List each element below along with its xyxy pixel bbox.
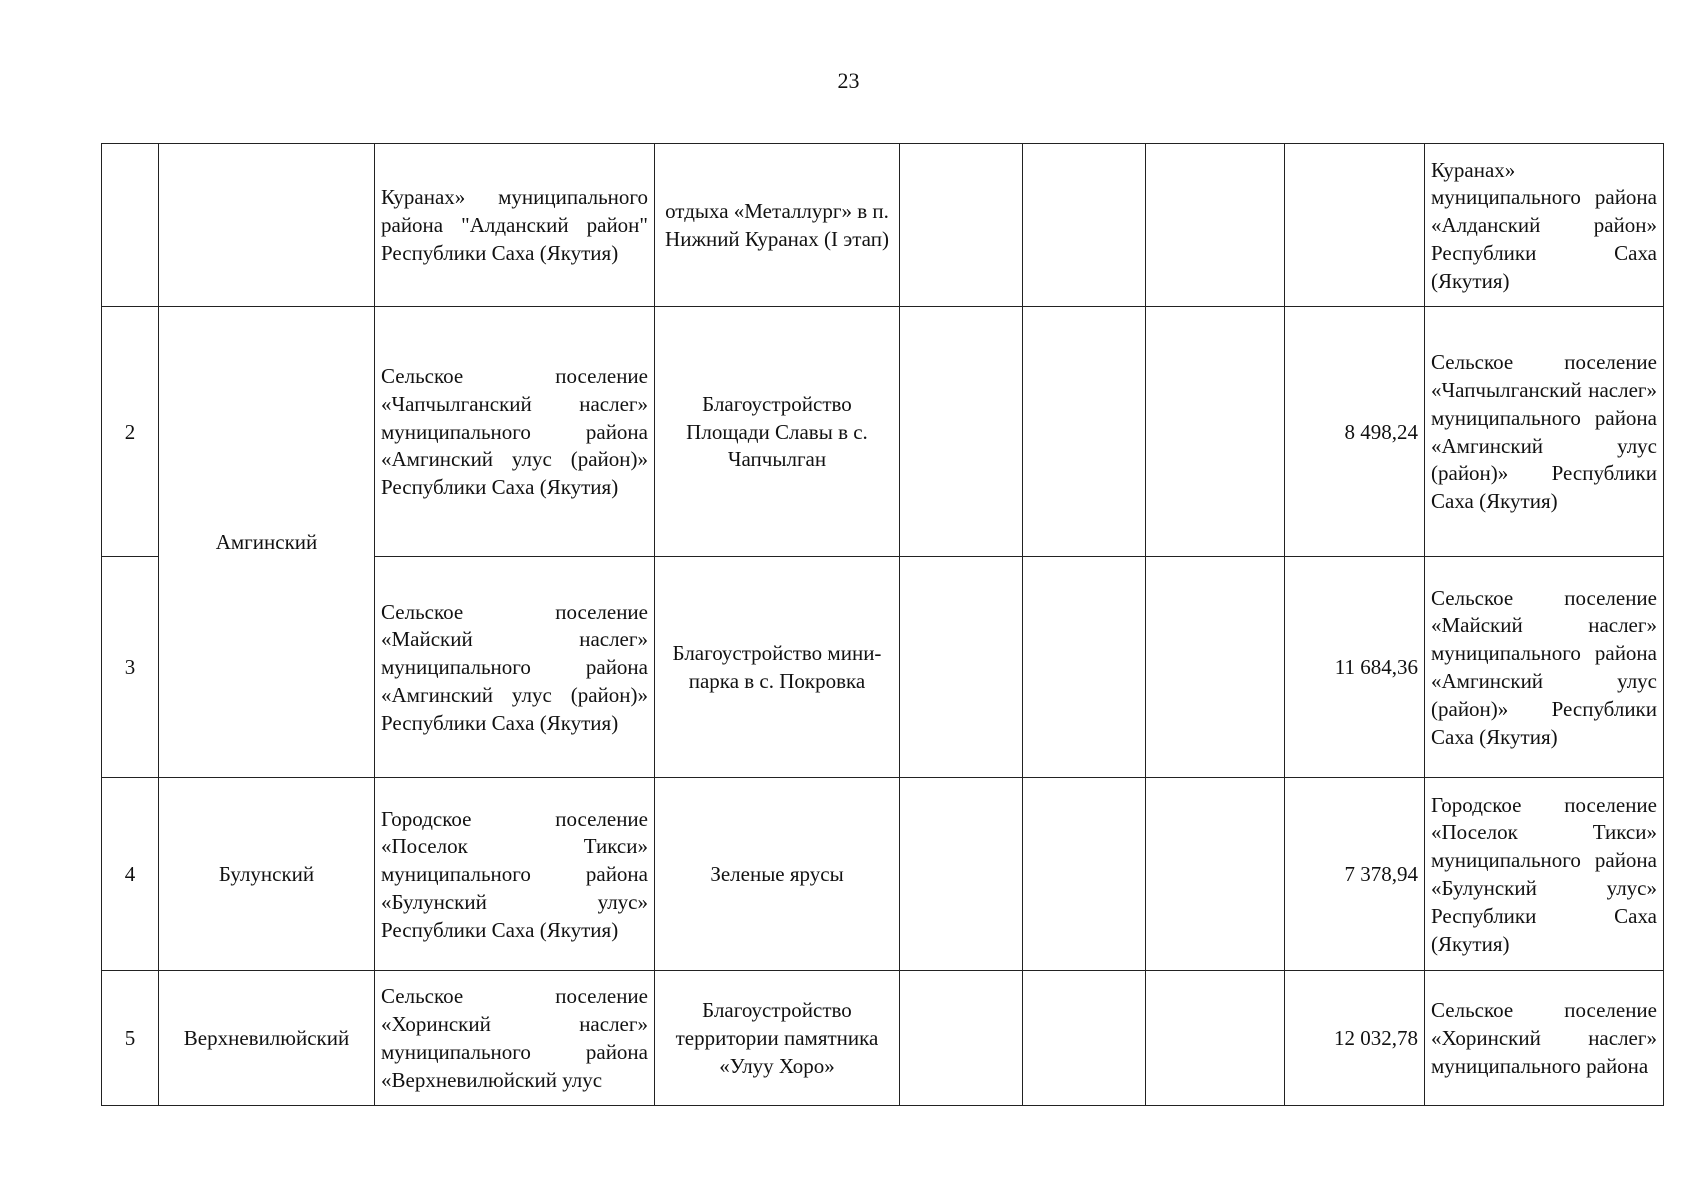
empty-cell — [1023, 144, 1146, 307]
empty-cell — [1146, 144, 1285, 307]
empty-cell — [1146, 307, 1285, 557]
district-cell: Булунский — [159, 778, 375, 971]
recipient-cell: Сельское поселение «Чапчылганский наслег» муниципального района «Амгинский улус (район)» Республики Саха (Якутия) — [375, 307, 655, 557]
object-cell: Зеленые ярусы — [655, 778, 900, 971]
page-number: 23 — [837, 68, 860, 93]
empty-cell — [900, 557, 1023, 778]
amount-cell: 11 684,36 — [1285, 557, 1425, 778]
object-cell: Благоустройство территории памятника «Улуу Хоро» — [655, 971, 900, 1106]
amount-cell: 8 498,24 — [1285, 307, 1425, 557]
recipient-cell: Куранах» муниципального района "Алданский район" Республики Саха (Якутия) — [375, 144, 655, 307]
amount-cell: 7 378,94 — [1285, 778, 1425, 971]
recipient-cell: Городское поселение «Поселок Тикси» муниципального района «Булунский улус» Республики Саха (Якутия) — [375, 778, 655, 971]
grantee-cell: Сельское поселение «Хоринский наслег» муниципального района — [1425, 971, 1664, 1106]
empty-cell — [900, 778, 1023, 971]
empty-cell — [1146, 557, 1285, 778]
district-cell — [159, 144, 375, 307]
row-number: 4 — [102, 778, 159, 971]
object-cell: Благоустройство Площади Славы в с. Чапчылган — [655, 307, 900, 557]
amount-cell: 12 032,78 — [1285, 971, 1425, 1106]
table-row — [102, 778, 1664, 971]
table-row — [102, 307, 1664, 557]
row-number — [102, 144, 159, 307]
district-cell: Верхневилюйский — [159, 971, 375, 1106]
empty-cell — [1146, 778, 1285, 971]
grantee-cell: Сельское поселение «Чапчылганский наслег» муниципального района «Амгинский улус (район)» Республики Саха (Якутия) — [1425, 307, 1664, 557]
district-cell: Амгинский — [159, 307, 375, 778]
table-row — [102, 144, 1664, 307]
grantee-cell: Сельское поселение «Майский наслег» муниципального района «Амгинский улус (район)» Республики Саха (Якутия) — [1425, 557, 1664, 778]
empty-cell — [900, 971, 1023, 1106]
empty-cell — [900, 144, 1023, 307]
recipient-cell: Сельское поселение «Майский наслег» муниципального района «Амгинский улус (район)» Республики Саха (Якутия) — [375, 557, 655, 778]
row-number: 5 — [102, 971, 159, 1106]
object-cell: отдыха «Металлург» в п. Нижний Куранах (I этап) — [655, 144, 900, 307]
row-number: 3 — [102, 557, 159, 778]
empty-cell — [1146, 971, 1285, 1106]
empty-cell — [900, 307, 1023, 557]
grantee-cell: Куранах» муниципального района «Алданский район» Республики Саха (Якутия) — [1425, 144, 1664, 307]
amount-cell — [1285, 144, 1425, 307]
empty-cell — [1023, 307, 1146, 557]
object-cell: Благоустройство мини-парка в с. Покровка — [655, 557, 900, 778]
empty-cell — [1023, 971, 1146, 1106]
grantee-cell: Городское поселение «Поселок Тикси» муниципального района «Булунский улус» Республики Саха (Якутия) — [1425, 778, 1664, 971]
allocation-table — [101, 143, 1664, 1106]
recipient-cell: Сельское поселение «Хоринский наслег» муниципального района «Верхневилюйский улус — [375, 971, 655, 1106]
empty-cell — [1023, 778, 1146, 971]
table-row — [102, 971, 1664, 1106]
row-number: 2 — [102, 307, 159, 557]
empty-cell — [1023, 557, 1146, 778]
